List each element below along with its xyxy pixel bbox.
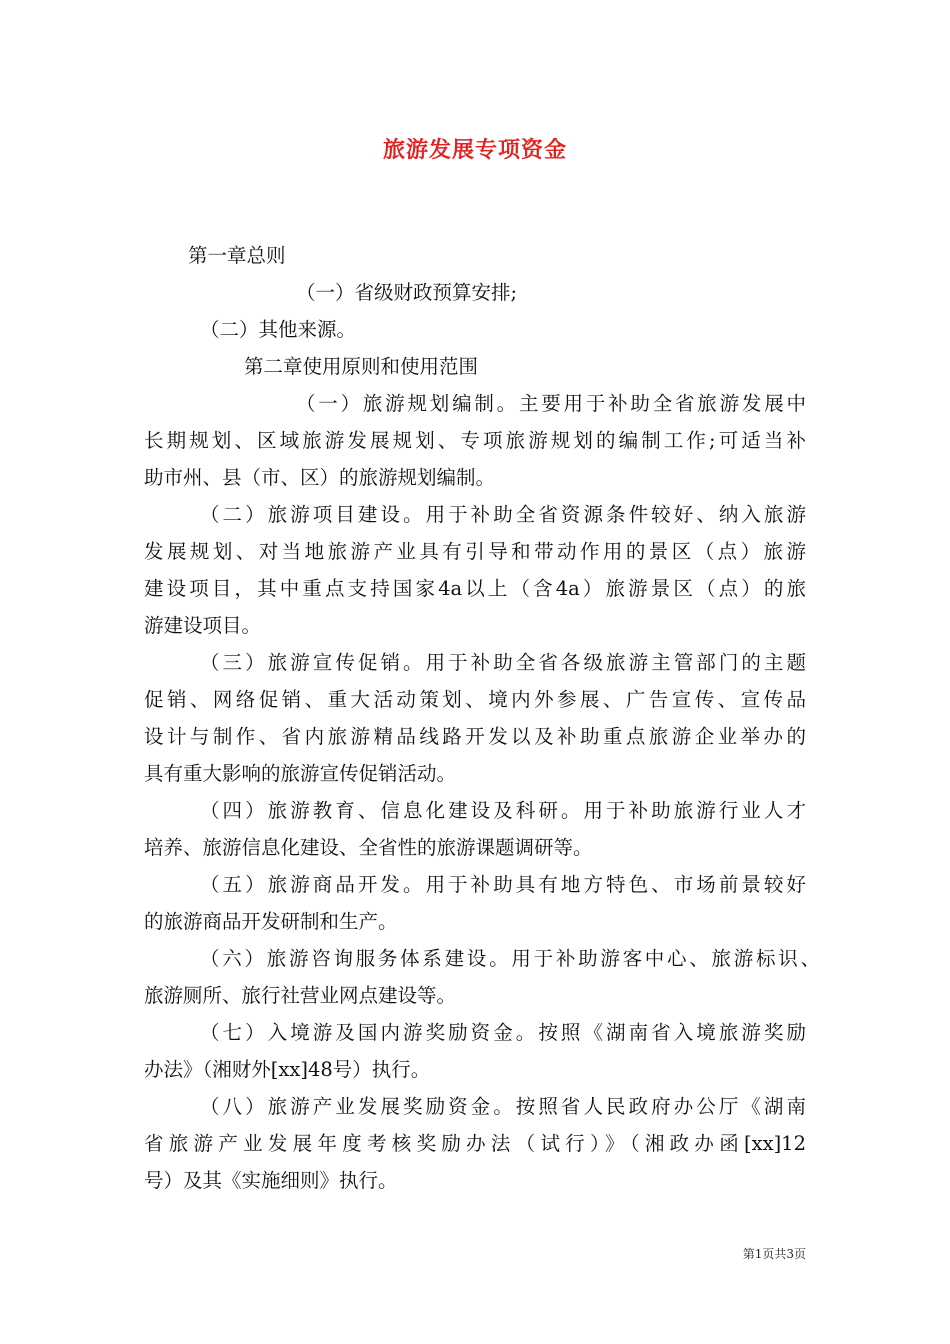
paragraph-line: （三）旅游宣传促销。用于补助全省各级旅游主管部门的主题 [200, 651, 806, 674]
paragraph-line: 游建设项目。 [144, 614, 262, 637]
paragraph-line: 办法》（湘财外[xx]48号）执行。 [144, 1058, 431, 1081]
chapter-heading: 第一章总则 [188, 244, 286, 267]
chapter-heading: 第二章使用原则和使用范围 [244, 355, 479, 378]
paragraph-line: （八）旅游产业发展奖励资金。按照省人民政府办公厅《湖南 [200, 1095, 806, 1118]
paragraph-line: 旅游厕所、旅行社营业网点建设等。 [144, 984, 457, 1007]
paragraph-line: 具有重大影响的旅游宣传促销活动。 [144, 762, 457, 785]
paragraph-line: 长期规划、区域旅游发展规划、专项旅游规划的编制工作;可适当补 [144, 429, 806, 452]
document-title: 旅游发展专项资金 [382, 137, 567, 163]
paragraph-line: （六）旅游咨询服务体系建设。用于补助游客中心、旅游标识、 [200, 947, 820, 970]
paragraph-line: （一）旅游规划编制。主要用于补助全省旅游发展中 [296, 392, 806, 415]
paragraph-line: （五）旅游商品开发。用于补助具有地方特色、市场前景较好 [200, 873, 806, 896]
paragraph-line: 省旅游产业发展年度考核奖励办法（试行）》（湘政办函[xx]12 [144, 1132, 806, 1155]
paragraph-line: 培养、旅游信息化建设、全省性的旅游课题调研等。 [144, 836, 593, 859]
paragraph-line: 发展规划、对当地旅游产业具有引导和带动作用的景区（点）旅游 [144, 540, 806, 563]
paragraph-line: （二）旅游项目建设。用于补助全省资源条件较好、纳入旅游 [200, 503, 806, 526]
paragraph-line: 设计与制作、省内旅游精品线路开发以及补助重点旅游企业举办的 [144, 725, 806, 748]
paragraph-line: 促销、网络促销、重大活动策划、境内外参展、广告宣传、宣传品 [144, 688, 806, 711]
paragraph-line: 的旅游商品开发研制和生产。 [144, 910, 398, 933]
page-number: 第1页共3页 [742, 1247, 806, 1261]
paragraph-line: 建设项目，其中重点支持国家4a以上（含4a）旅游景区（点）的旅 [144, 577, 806, 600]
paragraph-line: （七）入境游及国内游奖励资金。按照《湖南省入境旅游奖励 [200, 1021, 806, 1044]
list-item: （二）其他来源。 [200, 318, 357, 341]
list-item: （一）省级财政预算安排; [296, 281, 518, 304]
paragraph-line: 助市州、县（市、区）的旅游规划编制。 [144, 466, 496, 489]
paragraph-line: 号）及其《实施细则》执行。 [144, 1169, 398, 1192]
paragraph-line: （四）旅游教育、信息化建设及科研。用于补助旅游行业人才 [200, 799, 806, 822]
